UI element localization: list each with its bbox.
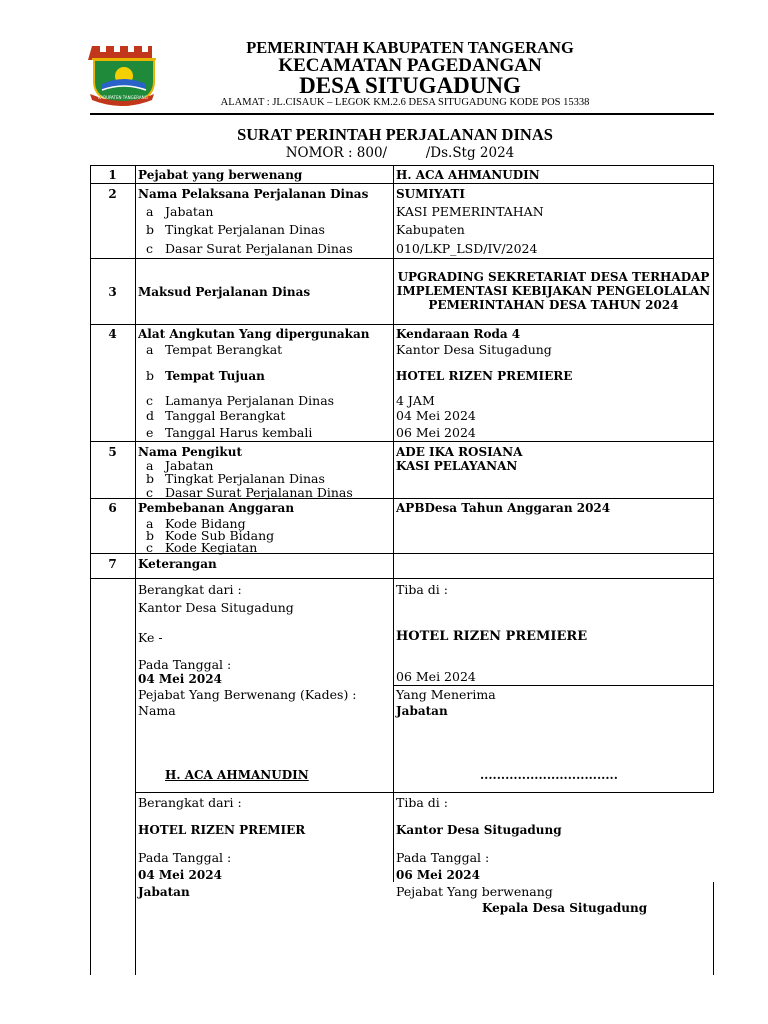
s2-arrived-at-label: Tiba di : <box>396 795 448 810</box>
header-government: PEMERINTAH KABUPATEN TANGERANG <box>246 38 574 57</box>
label-return-date: Tanggal Harus kembali <box>165 425 313 440</box>
sub-key: b <box>146 222 155 237</box>
label-budget: Pembebanan Anggaran <box>138 501 295 515</box>
header-village: DESA SITUGADUNG <box>299 73 521 98</box>
label-basis-letter: Dasar Surat Perjalanan Dinas <box>165 241 353 256</box>
value-transport: Kendaraan Roda 4 <box>396 327 521 341</box>
s2-village-head-title: Kepala Desa Situgadung <box>482 901 648 915</box>
label-executor-name: Nama Pelaksana Perjalanan Dinas <box>138 187 369 201</box>
value-return-date: 06 Mei 2024 <box>396 425 476 440</box>
label-activity-code: Kode Kegiatan <box>165 540 258 555</box>
sub-key: a <box>146 342 154 357</box>
s1-arrival-date: 06 Mei 2024 <box>396 669 476 684</box>
row-number-4: 4 <box>108 327 117 341</box>
s2-position-label: Jabatan <box>138 885 190 899</box>
value-destination: HOTEL RIZEN PREMIERE <box>396 369 573 383</box>
row-number-7: 7 <box>108 557 117 571</box>
s2-authorized-label: Pejabat Yang berwenang <box>396 884 553 899</box>
value-authorized-official: H. ACA AHMANUDIN <box>396 168 540 182</box>
s1-departed-from-label: Berangkat dari : <box>138 582 242 597</box>
value-purpose-line3: PEMERINTAHAN DESA TAHUN 2024 <box>428 298 679 312</box>
s2-date-label-right: Pada Tanggal : <box>396 850 490 865</box>
s2-departed-from-value: HOTEL RIZEN PREMIER <box>138 823 306 837</box>
s2-arrived-destination: Kantor Desa Situgadung <box>396 823 562 837</box>
document-title: SURAT PERINTAH PERJALANAN DINAS <box>237 125 553 144</box>
sub-key: c <box>146 241 154 256</box>
label-companion-basis: Dasar Surat Perjalanan Dinas <box>165 485 353 500</box>
s1-departure-date: 04 Mei 2024 <box>138 672 222 686</box>
label-companion-position: Jabatan <box>165 458 214 473</box>
label-notes: Keterangan <box>138 557 217 571</box>
row-number-3: 3 <box>108 285 117 299</box>
s2-departure-date: 04 Mei 2024 <box>138 868 222 882</box>
s1-date-label: Pada Tanggal : <box>138 657 232 672</box>
sub-key: e <box>146 425 154 440</box>
value-departure-date: 04 Mei 2024 <box>396 408 476 423</box>
s1-authorized-label: Pejabat Yang Berwenang (Kades) : <box>138 687 357 702</box>
sub-key: b <box>146 471 155 486</box>
s1-signer-name: H. ACA AHMANUDIN <box>165 768 309 782</box>
value-travel-level: Kabupaten <box>396 222 465 237</box>
s1-signature-dots: ................................. <box>480 768 618 782</box>
s1-receiver-position: Jabatan <box>396 704 448 718</box>
row-number-5: 5 <box>108 445 117 459</box>
label-duration: Lamanya Perjalanan Dinas <box>165 393 335 408</box>
label-field-code: Kode Bidang <box>165 516 246 531</box>
s1-arrived-destination: HOTEL RIZEN PREMIERE <box>396 629 588 644</box>
label-destination: Tempat Tujuan <box>165 369 265 383</box>
label-subfield-code: Kode Sub Bidang <box>165 528 275 543</box>
label-departure-date: Tanggal Berangkat <box>165 408 286 423</box>
s1-to-label: Ke - <box>138 630 163 645</box>
value-executor-name: SUMIYATI <box>396 187 466 201</box>
value-budget: APBDesa Tahun Anggaran 2024 <box>396 501 611 515</box>
sub-key: b <box>146 368 155 383</box>
label-position: Jabatan <box>165 204 214 219</box>
s1-arrived-at-label: Tiba di : <box>396 582 448 597</box>
value-companion-position: KASI PELAYANAN <box>396 459 518 473</box>
value-departure-place: Kantor Desa Situgadung <box>396 342 552 357</box>
sub-key: a <box>146 458 154 473</box>
header-district: KECAMATAN PAGEDANGAN <box>278 55 542 76</box>
value-position: KASI PEMERINTAHAN <box>396 204 544 219</box>
s1-departed-from-value: Kantor Desa Situgadung <box>138 600 294 615</box>
sub-key: a <box>146 516 154 531</box>
s1-name-label: Nama <box>138 703 176 718</box>
s2-arrival-date: 06 Mei 2024 <box>396 868 480 882</box>
sub-key: d <box>146 408 155 423</box>
label-companions: Nama Pengikut <box>138 445 242 459</box>
s2-departed-from-label: Berangkat dari : <box>138 795 242 810</box>
value-duration: 4 JAM <box>396 393 435 408</box>
label-authorized-official: Pejabat yang berwenang <box>138 168 303 182</box>
s1-receiver-label: Yang Menerima <box>396 687 496 702</box>
row-number-1: 1 <box>108 168 117 182</box>
sub-key: c <box>146 393 154 408</box>
header-divider <box>90 113 714 115</box>
label-departure-place: Tempat Berangkat <box>165 342 283 357</box>
header-address: ALAMAT : JL.CISAUK – LEGOK KM.2.6 DESA SITUGADUNG KODE POS 15338 <box>220 97 590 108</box>
sub-key: b <box>146 528 155 543</box>
row-number-2: 2 <box>108 187 117 201</box>
value-purpose-line2: IMPLEMENTASI KEBIJAKAN PENGELOLALAN <box>396 284 711 298</box>
document-number: NOMOR : 800/ /Ds.Stg 2024 <box>285 145 515 161</box>
label-travel-level: Tingkat Perjalanan Dinas <box>165 222 325 237</box>
label-transport: Alat Angkutan Yang dipergunakan <box>138 327 370 341</box>
row-number-6: 6 <box>108 501 117 515</box>
regency-emblem-logo <box>88 42 156 106</box>
label-travel-purpose: Maksud Perjalanan Dinas <box>138 285 311 299</box>
label-companion-level: Tingkat Perjalanan Dinas <box>165 471 325 486</box>
value-purpose-line1: UPGRADING SEKRETARIAT DESA TERHADAP <box>397 270 710 284</box>
logo-banner-text: KABUPATEN TANGERANG <box>98 95 148 100</box>
sub-key: c <box>146 540 154 555</box>
value-basis-letter: 010/LKP_LSD/IV/2024 <box>396 241 538 256</box>
s1-right-divider <box>394 685 713 686</box>
sub-key: c <box>146 485 154 500</box>
sub-key: a <box>146 204 154 219</box>
value-companion-name: ADE IKA ROSIANA <box>396 445 523 459</box>
s2-date-label: Pada Tanggal : <box>138 850 232 865</box>
